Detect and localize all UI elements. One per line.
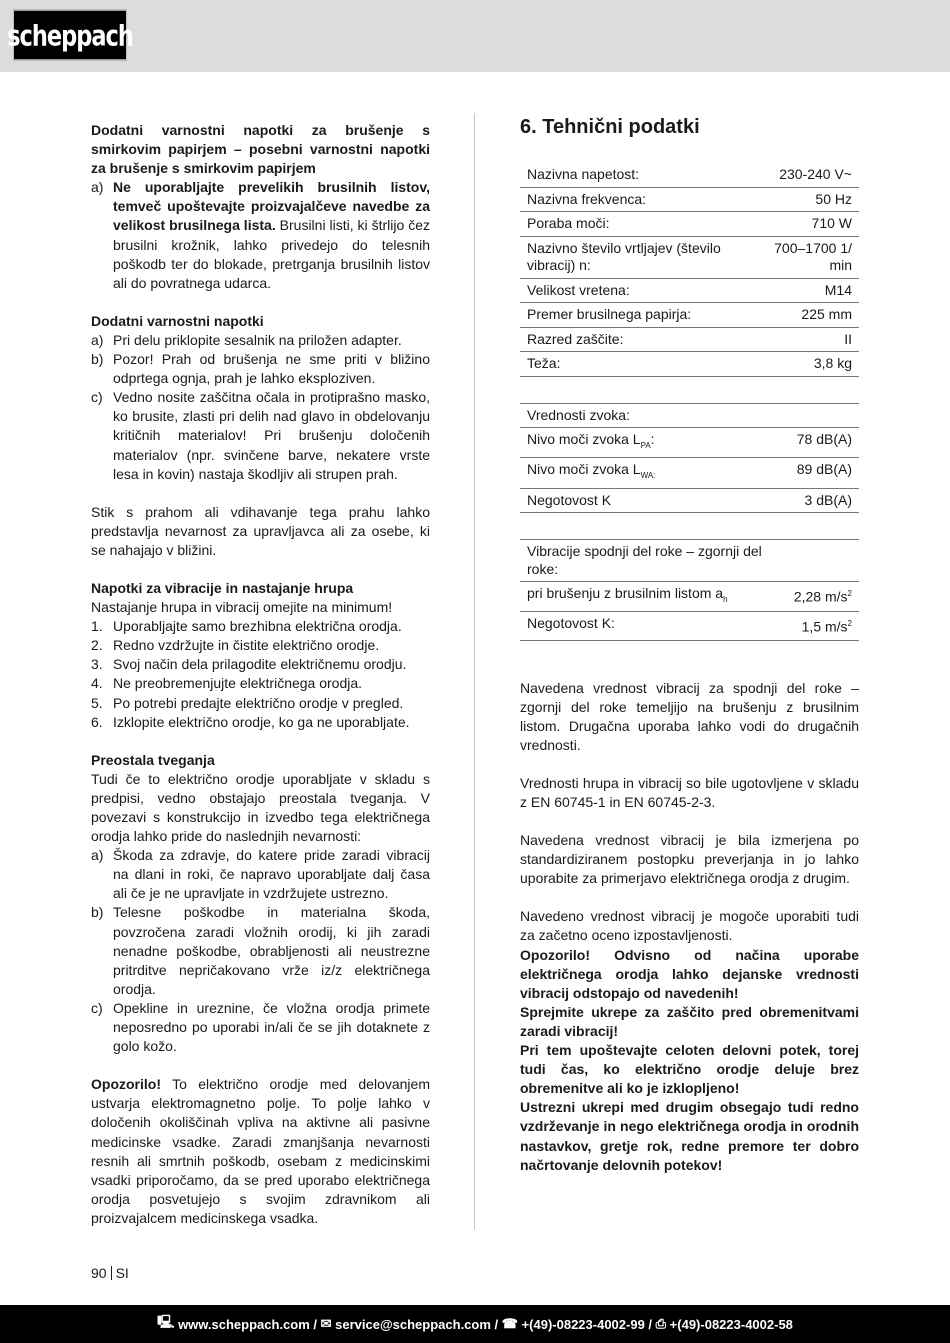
paragraph (520, 1041, 859, 1098)
bold-text: Pri tem upoštevajte celoten delovni potek, torej tudi čas, ko električno orodje deluje brez obremenitve ali ko je izklopljeno! (520, 1042, 859, 1097)
superscript: 2 (847, 619, 852, 629)
phone-icon: ☎︎ (501, 1316, 522, 1331)
list-item (91, 617, 430, 636)
paragraph (520, 907, 859, 945)
spec-row (520, 612, 859, 640)
paragraph (520, 1003, 859, 1041)
spec-value-text: 78 dB(A) (796, 431, 852, 447)
list-item (91, 655, 430, 674)
spacer (520, 377, 859, 403)
list-item-text (113, 713, 430, 732)
list-item (91, 636, 430, 655)
list-marker: 1. (91, 618, 103, 635)
footer-email[interactable]: service@scheppach.com (335, 1316, 491, 1332)
spec-label (520, 428, 748, 458)
bold-text: Sprejmite ukrepe za zaščito pred obremenitvami zaradi vibracij! (520, 1003, 859, 1039)
left-column (91, 121, 430, 1228)
footer-website[interactable]: www.scheppach.com (178, 1316, 310, 1332)
page-footer (0, 1305, 950, 1343)
spec-label-text: Nazivno število vrtljajev (število vibracij) n: (527, 239, 721, 273)
page-number-separator (111, 1266, 112, 1280)
spec-label-text: Vibracije spodnji del roke – zgornji del roke: (527, 543, 762, 577)
list-item (91, 674, 430, 693)
spec-label (520, 403, 748, 428)
list-marker: c) (91, 389, 103, 406)
paragraph (91, 503, 430, 560)
page-header (0, 0, 950, 72)
spec-value (765, 327, 859, 352)
list-marker: 6. (91, 713, 103, 730)
list-item-text (113, 350, 430, 388)
text: Izklopite električno orodje, ko ga ne uporabljate. (113, 713, 410, 730)
spec-label (520, 236, 765, 278)
spec-value-text: II (844, 330, 852, 347)
list-item (91, 388, 430, 483)
spec-value (787, 582, 859, 612)
subscript: h (723, 594, 728, 604)
paragraph (91, 770, 430, 846)
spec-label-text: Nazivna frekvenca: (527, 190, 647, 207)
text: Pozor! Prah od brušenja ne sme priti v bližino odprtega ognja, prah je lahko eksploziven. (113, 351, 430, 387)
spec-value (765, 278, 859, 303)
spec-label (520, 163, 765, 187)
mail-icon: ✉︎ (320, 1316, 336, 1331)
bold-text: Ne uporabljajte prevelikih brusilnih listov, temveč upoštevajte proizvajalčeve navedbe za velikost brusilnega lista. (113, 179, 430, 234)
spec-value (765, 212, 859, 237)
text: Brusilni listi, ki štrlijo čez brusilni krožnik, lahko privedejo do telesnih poškodb ter do blokade, pretrganja brusilnih listov ali do povratnega udarca. (113, 217, 430, 291)
spacer (91, 293, 430, 312)
superscript: 2 (847, 589, 852, 599)
spec-row (520, 278, 859, 303)
text: To električno orodje med delovanjem ustvarja elektromagnetno polje. To polje lahko v določenih okoliščinah vpliva na aktivne ali pasivne medicinske vsadke. Zaradi zmanjšanja nevarnosti resnih ali smrtnih poškodb, osebam z medicinskimi vsadki priporočamo, da se pred uporabo električnega orodja posvetujejo s svojim zdravnikom ali proizvajalcem medicinskega vsadka. (91, 1076, 430, 1226)
spec-row (520, 212, 859, 237)
spacer (91, 560, 430, 579)
spec-value (765, 236, 859, 278)
paragraph (520, 774, 859, 812)
spec-label-text: Velikost vretena: (527, 281, 630, 298)
section-heading: Napotki za vibracije in nastajanje hrupa (91, 579, 354, 596)
paragraph (520, 679, 859, 755)
spacer (91, 1056, 430, 1075)
paragraph (91, 1075, 430, 1228)
list-marker: 5. (91, 694, 103, 711)
spec-label-text: Nivo moči zvoka L (527, 461, 641, 478)
spec-label (520, 540, 787, 582)
paragraph (520, 946, 859, 1003)
spacer (520, 755, 859, 774)
spec-label-text: Razred zaščite: (527, 330, 624, 347)
spec-label-text: pri brušenju z brusilnim listom a (527, 585, 724, 602)
subscript: PA (640, 440, 651, 450)
list-item-text (113, 694, 430, 713)
list-item-text (113, 846, 430, 903)
footer-phone: +(49)-08223-4002-99 (521, 1316, 645, 1332)
spec-label-text: Negotovost K: (527, 615, 615, 632)
list-marker: a) (91, 179, 104, 196)
bold-text: Ustrezni ukrepi med drugim obsegajo tudi redno vzdrževanje in nego električnega orodja in orodnih nastavkov, gretje rok, redne premore ter dobro načrtovanje delovnih potekov! (520, 1099, 859, 1173)
text: Telesne poškodbe in materialna škoda, povzročena zaradi vložnih orodij, ki jih zaradi nenadne poškodbe, obrabljenosti ali neustrezne pritrditve nepričakovano vrže iz/z električnega orodja. (113, 904, 430, 997)
spacer (520, 888, 859, 907)
spec-value-text: 700–1700 1/ min (774, 239, 852, 273)
list-item-text (113, 903, 430, 998)
spec-value-text: 3 dB(A) (804, 491, 852, 508)
spec-row (520, 582, 859, 612)
paragraph (520, 831, 859, 888)
spec-value-text: 2,28 m/s (793, 588, 848, 605)
text: Nastajanje hrupa in vibracij omejite na minimum! (91, 599, 393, 616)
text: Tudi če to električno orodje uporabljate v skladu s predpisi, vedno obstajajo preostala tveganja. V povezavi s konstrukcijo in izvedbo tega električnega orodja lahko pride do naslednjih nevarnosti: (91, 770, 430, 845)
computer-icon: 🖳︎ (157, 1314, 179, 1329)
page-number (91, 1265, 129, 1281)
spec-label (520, 187, 765, 212)
text: Uporabljajte samo brezhibna električna orodja. (113, 618, 402, 635)
spec-value (787, 540, 859, 582)
spacer (520, 812, 859, 831)
vibration-notes (520, 679, 859, 1175)
list-item-text (113, 999, 430, 1056)
text: Ne preobremenjujte električnega orodja. (113, 675, 363, 692)
spec-value (748, 458, 859, 488)
spec-row (520, 187, 859, 212)
spec-table (520, 163, 859, 377)
footer-fax: +(49)-08223-4002-58 (669, 1316, 793, 1332)
bold-text: Opozorilo! (91, 1076, 161, 1093)
spec-value (765, 303, 859, 328)
bold-text: Opozorilo! Odvisno od načina uporabe električnega orodja lahko dejanske vrednosti vibracij odstopajo od navedenih! (520, 946, 859, 1001)
text: Navedena vrednost vibracij je bila izmerjena po standardiziranem postopku preverjanja in jo lahko uporabite za primerjavo električnega orodja z drugim. (520, 832, 859, 887)
spec-row (520, 488, 859, 513)
spec-label-text: Teža: (527, 355, 561, 371)
spec-label (520, 458, 748, 488)
spec-row (520, 303, 859, 328)
technical-data-tables (520, 163, 859, 641)
text: Navedeno vrednost vibracij je mogoče uporabiti tudi za začetno oceno izpostavljenosti. (520, 908, 859, 944)
text: Navedena vrednost vibracij za spodnji del roke – zgornji del roke temeljijo na brušenju z brusilnim listom. Drugačna uporaba lahko vodi do drugačnih vrednosti. (520, 679, 859, 753)
list-item-text (113, 388, 430, 483)
spec-row (520, 352, 859, 377)
spec-value-text: 3,8 kg (813, 355, 852, 371)
list-item-text (113, 178, 430, 293)
spec-label (520, 327, 765, 352)
spec-value-text: 50 Hz (815, 190, 852, 207)
list-item (91, 178, 430, 293)
section-heading: Dodatni varnostni napotki (91, 312, 264, 329)
spec-row (520, 540, 859, 582)
text: Škoda za zdravje, do katere pride zaradi vibracij na dlani in roki, če napravo uporabljate dalj časa ali če je ne upravljate in vzdržujete ustrezno. (113, 847, 430, 902)
footer-separator: / (309, 1316, 321, 1332)
scheppach-logo: scheppach (13, 10, 127, 61)
list-item (91, 999, 430, 1056)
spec-label (520, 582, 787, 612)
page-language: SI (115, 1265, 129, 1281)
list-marker: 2. (91, 637, 103, 654)
column-divider (474, 113, 475, 1230)
list-item (91, 694, 430, 713)
list-item (91, 846, 430, 903)
text: Po potrebi predajte električno orodje v pregled. (113, 694, 404, 711)
list-marker: 3. (91, 656, 103, 673)
spec-value (787, 612, 859, 640)
section-title: 6. Tehnični podatki (520, 116, 700, 138)
list-marker: b) (91, 351, 104, 368)
spec-label (520, 612, 787, 640)
spacer (91, 484, 430, 503)
spec-value (765, 352, 859, 377)
spacer (91, 732, 430, 751)
spec-table (520, 403, 859, 514)
text: Vrednosti hrupa in vibracij so bile ugotovljene v skladu z EN 60745-1 in EN 60745-2-3. (520, 774, 859, 811)
list-marker: b) (91, 904, 104, 921)
spec-value (748, 428, 859, 458)
paragraph (91, 598, 430, 617)
spec-label (520, 488, 748, 513)
spec-label (520, 352, 765, 377)
spacer (520, 513, 859, 539)
list-item-text (113, 617, 430, 636)
spec-value-text: 1,5 m/s (801, 619, 848, 636)
subscript: WA: (640, 471, 656, 481)
footer-separator: / (644, 1316, 656, 1332)
text: Stik s prahom ali vdihavanje tega prahu lahko predstavlja nevarnost za upravljavca ali za osebe, ki se nahajajo v bližini. (91, 503, 430, 558)
spec-value (748, 488, 859, 513)
list-item-text (113, 636, 430, 655)
list-item (91, 713, 430, 732)
right-column (520, 116, 859, 1175)
spec-label-text: Poraba moči: (527, 215, 610, 231)
paragraph (520, 1098, 859, 1174)
spec-table (520, 539, 859, 640)
spec-label (520, 303, 765, 328)
fax-icon: ⎙ (655, 1316, 670, 1331)
spec-value-text: 225 mm (801, 306, 852, 322)
spec-label-text: Nivo moči zvoka L (527, 431, 641, 447)
list-item (91, 903, 430, 998)
spec-value (748, 403, 859, 428)
spec-label-text: Premer brusilnega papirja: (527, 306, 692, 322)
spec-value-text: M14 (824, 281, 852, 298)
spec-value (765, 163, 859, 187)
text: Opekline in ureznine, če vložna orodja primete neposredno po uporabi in/ali če se jih dotaknete z golo kožo. (113, 999, 430, 1055)
page-number-value: 90 (91, 1265, 107, 1281)
spec-row (520, 236, 859, 278)
list-item-text (113, 674, 430, 693)
list-item-text (113, 331, 430, 350)
spec-label (520, 278, 765, 303)
list-marker: 4. (91, 675, 103, 692)
spec-value-text: 710 W (811, 215, 852, 231)
spec-value (765, 187, 859, 212)
label-suffix: : (650, 431, 655, 447)
text: Redno vzdržujte in čistite električno orodje. (113, 637, 380, 654)
list-marker: a) (91, 331, 104, 348)
text: Pri delu priklopite sesalnik na priložen adapter. (113, 331, 402, 348)
footer-separator: / (490, 1316, 502, 1332)
section-heading: Preostala tveganja (91, 751, 215, 768)
spec-label (520, 212, 765, 237)
spec-row (520, 428, 859, 458)
text: Vedno nosite zaščitna očala in protiprašno masko, ko brusite, zlasti pri delih nad glavo in obdelovanju kritičnih materialov! Pri brušenju določenih materialov (npr. svinčene barve, nekatere vrste lesa in kovin) nastaja škodljiv ali strupen prah. (113, 389, 430, 482)
list-item (91, 350, 430, 388)
spec-label-text: Nazivna napetost: (527, 166, 640, 182)
spec-label-text: Vrednosti zvoka: (527, 406, 630, 423)
spec-value-text: 230-240 V~ (779, 166, 852, 182)
spec-value-text: 89 dB(A) (796, 461, 852, 478)
spec-label-text: Negotovost K (527, 491, 612, 508)
list-marker: c) (91, 999, 103, 1016)
spec-row (520, 458, 859, 488)
text: Svoj način dela prilagodite električnemu orodju. (113, 656, 407, 673)
spec-row (520, 327, 859, 352)
list-marker: a) (91, 847, 104, 864)
list-item (91, 331, 430, 350)
spec-row (520, 403, 859, 428)
spec-row (520, 163, 859, 187)
list-item-text (113, 655, 430, 674)
section-heading: Dodatni varnostni napotki za brušenje s smirkovim papirjem – posebni varnostni napotki za brušenje s smirkovim papirjem (91, 122, 430, 177)
